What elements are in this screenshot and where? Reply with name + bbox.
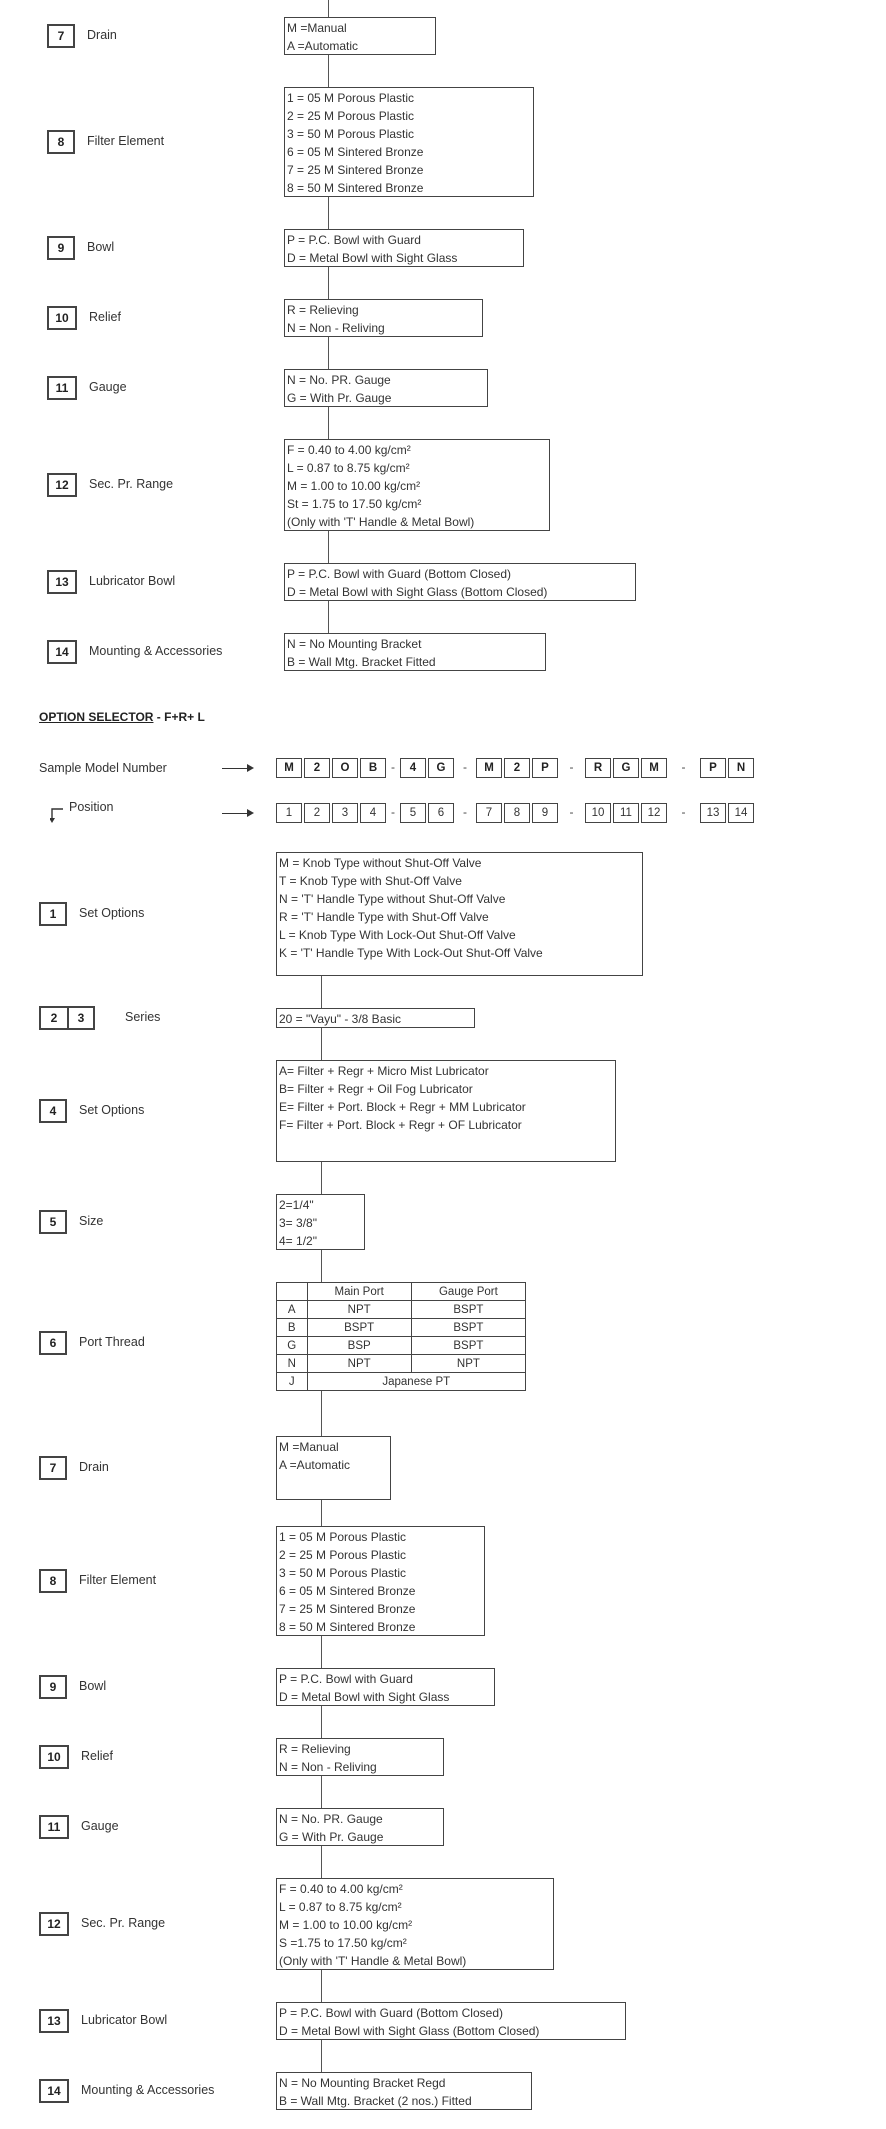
option-code-line: F = 0.40 to 4.00 kg/cm²: [279, 1882, 403, 1896]
table-row: [277, 1373, 526, 1391]
upper-position-number: 8: [47, 130, 75, 154]
lower-position-number: 2: [39, 1006, 67, 1030]
lower-position-number: 11: [39, 1815, 69, 1839]
option-code-line: L = 0.87 to 8.75 kg/cm²: [279, 1900, 402, 1914]
separator-dash: -: [463, 805, 467, 819]
upper-position-number: 13: [47, 570, 77, 594]
separator-dash: -: [681, 805, 686, 819]
lower-option-label: Gauge: [81, 1819, 119, 1833]
option-code-line: P = P.C. Bowl with Guard (Bottom Closed): [279, 2006, 503, 2020]
option-code-line: 2 = 25 M Porous Plastic: [279, 1548, 407, 1562]
upper-option-box: [284, 87, 534, 197]
sample-code-cell: 2: [504, 758, 530, 778]
right-arrow-icon: [222, 768, 252, 769]
table-cell: BSPT: [411, 1319, 525, 1337]
lower-option-box: [276, 852, 643, 976]
title-suffix: - F+R+ L: [153, 710, 205, 724]
option-code-line: (Only with 'T' Handle & Metal Bowl): [287, 515, 475, 529]
option-code-line: 4= 1/2": [279, 1234, 317, 1248]
lower-option-label: Mounting & Accessories: [81, 2083, 215, 2097]
position-cell: 8: [504, 803, 530, 823]
option-code-line: M = 1.00 to 10.00 kg/cm²: [287, 479, 421, 493]
lower-option-box: [276, 1878, 554, 1970]
table-header-cell: Main Port: [307, 1283, 411, 1301]
table-row: [277, 1337, 526, 1355]
lower-position-number: 14: [39, 2079, 69, 2103]
table-cell: G: [277, 1337, 308, 1355]
lower-option-label: Drain: [79, 1460, 109, 1474]
option-code-line: N = No. PR. Gauge: [279, 1812, 383, 1826]
upper-option-label: Filter Element: [87, 134, 165, 148]
table-cell: BSPT: [307, 1319, 411, 1337]
lower-option-box: [276, 2072, 532, 2110]
position-cell: 12: [641, 803, 667, 823]
option-code-line: L = 0.87 to 8.75 kg/cm²: [287, 461, 410, 475]
option-code-line: M =Manual: [287, 21, 347, 35]
option-code-line: A =Automatic: [287, 39, 359, 53]
right-arrow-icon: [222, 813, 252, 814]
table-cell: BSP: [307, 1337, 411, 1355]
lower-position-number: 8: [39, 1569, 67, 1593]
lower-option-label: Bowl: [79, 1679, 107, 1693]
option-code-line: 20 = "Vayu" - 3/8 Basic: [279, 1012, 402, 1026]
lower-option-box: [276, 2002, 626, 2040]
option-code-line: M =Manual: [279, 1440, 339, 1454]
table-header-cell: [277, 1283, 308, 1301]
table-cell: NPT: [411, 1355, 525, 1373]
lower-position-number: 3: [67, 1006, 95, 1030]
lower-position-number: 12: [39, 1912, 69, 1936]
option-code-line: K = 'T' Handle Type With Lock-Out Shut-Off Valve: [279, 946, 543, 960]
option-code-line: T = Knob Type with Shut-Off Valve: [279, 874, 462, 888]
upper-option-label: Gauge: [89, 380, 127, 394]
option-code-line: 7 = 25 M Sintered Bronze: [287, 163, 424, 177]
option-code-line: D = Metal Bowl with Sight Glass: [279, 1690, 450, 1704]
upper-option-label: Lubricator Bowl: [89, 574, 176, 588]
lower-option-label: Sec. Pr. Range: [81, 1916, 166, 1930]
table-cell: BSPT: [411, 1337, 525, 1355]
lower-position-number: 10: [39, 1745, 69, 1769]
lower-position-number: 4: [39, 1099, 67, 1123]
table-cell: NPT: [307, 1355, 411, 1373]
upper-option-label: Mounting & Accessories: [89, 644, 223, 658]
lower-option-box: [276, 1668, 495, 1706]
option-code-line: B= Filter + Regr + Oil Fog Lubricator: [279, 1082, 473, 1096]
option-code-line: 3 = 50 M Porous Plastic: [279, 1566, 407, 1580]
sample-code-cell: M: [641, 758, 667, 778]
lower-option-box: [276, 1008, 475, 1028]
sample-code-cell: G: [613, 758, 639, 778]
lower-option-label: Set Options: [79, 906, 145, 920]
upper-option-box: [284, 633, 546, 671]
table-row: [277, 1355, 526, 1373]
option-code-line: P = P.C. Bowl with Guard (Bottom Closed): [287, 567, 511, 581]
position-cell: 11: [613, 803, 639, 823]
option-code-line: D = Metal Bowl with Sight Glass: [287, 251, 458, 265]
sample-code-cell: O: [332, 758, 358, 778]
option-code-line: 1 = 05 M Porous Plastic: [287, 91, 415, 105]
lower-option-label: Set Options: [79, 1103, 145, 1117]
lower-option-box: [276, 1194, 365, 1250]
upper-option-label: Bowl: [87, 240, 115, 254]
option-code-line: N = No Mounting Bracket Regd: [279, 2076, 446, 2090]
option-code-line: R = Relieving: [287, 303, 359, 317]
lower-option-box: [276, 1808, 444, 1846]
sample-code-cell: N: [728, 758, 754, 778]
sample-code-cell: M: [476, 758, 502, 778]
upper-option-label: Sec. Pr. Range: [89, 477, 174, 491]
position-cell: 3: [332, 803, 358, 823]
option-code-line: G = With Pr. Gauge: [279, 1830, 384, 1844]
lower-option-box: [276, 1060, 616, 1162]
option-code-line: G = With Pr. Gauge: [287, 391, 392, 405]
table-cell: NPT: [307, 1301, 411, 1319]
position-label: Position: [69, 800, 114, 814]
sample-code-cell: B: [360, 758, 386, 778]
option-code-line: 6 = 05 M Sintered Bronze: [279, 1584, 416, 1598]
lower-option-label: Relief: [81, 1749, 113, 1763]
option-code-line: 8 = 50 M Sintered Bronze: [287, 181, 424, 195]
option-code-line: N = Non - Reliving: [287, 321, 385, 335]
sample-code-cell: G: [428, 758, 454, 778]
lower-option-box: [276, 1738, 444, 1776]
upper-position-number: 7: [47, 24, 75, 48]
option-code-line: St = 1.75 to 17.50 kg/cm²: [287, 497, 422, 511]
lower-position-number: 6: [39, 1331, 67, 1355]
lower-position-number: 5: [39, 1210, 67, 1234]
option-selector-title: [39, 710, 205, 724]
option-code-line: 2=1/4": [279, 1198, 314, 1212]
option-code-line: N = No. PR. Gauge: [287, 373, 391, 387]
upper-option-box: [284, 229, 524, 267]
table-cell: Japanese PT: [307, 1373, 525, 1391]
option-code-line: N = Non - Reliving: [279, 1760, 377, 1774]
lower-option-box: [276, 1436, 391, 1500]
lower-position-number: 1: [39, 902, 67, 926]
corner-arrow-icon: [50, 808, 64, 824]
separator-dash: -: [391, 760, 395, 774]
option-code-line: L = Knob Type With Lock-Out Shut-Off Valve: [279, 928, 516, 942]
option-code-line: B = Wall Mtg. Bracket (2 nos.) Fitted: [279, 2094, 472, 2108]
sample-code-cell: 2: [304, 758, 330, 778]
option-code-line: E= Filter + Port. Block + Regr + MM Lubricator: [279, 1100, 526, 1114]
upper-option-box: [284, 17, 436, 55]
option-code-line: R = 'T' Handle Type with Shut-Off Valve: [279, 910, 489, 924]
option-code-line: D = Metal Bowl with Sight Glass (Bottom Closed): [279, 2024, 540, 2038]
separator-dash: -: [391, 805, 395, 819]
option-code-line: N = No Mounting Bracket: [287, 637, 422, 651]
option-code-line: 7 = 25 M Sintered Bronze: [279, 1602, 416, 1616]
table-cell: J: [277, 1373, 308, 1391]
upper-option-label: Relief: [89, 310, 121, 324]
option-code-line: A =Automatic: [279, 1458, 351, 1472]
position-cell: 5: [400, 803, 426, 823]
option-code-line: A= Filter + Regr + Micro Mist Lubricator: [279, 1064, 489, 1078]
table-header-cell: Gauge Port: [411, 1283, 525, 1301]
sample-code-cell: 4: [400, 758, 426, 778]
position-cell: 10: [585, 803, 611, 823]
position-cell: 7: [476, 803, 502, 823]
sample-code-cell: M: [276, 758, 302, 778]
lower-option-box: [276, 1526, 485, 1636]
upper-option-box: [284, 369, 488, 407]
option-code-line: 2 = 25 M Porous Plastic: [287, 109, 415, 123]
lower-option-label: Port Thread: [79, 1335, 145, 1349]
option-code-line: M = Knob Type without Shut-Off Valve: [279, 856, 482, 870]
upper-position-number: 9: [47, 236, 75, 260]
upper-option-box: [284, 439, 550, 531]
option-code-line: 1 = 05 M Porous Plastic: [279, 1530, 407, 1544]
lower-position-number: 13: [39, 2009, 69, 2033]
table-row: [277, 1301, 526, 1319]
option-code-line: F = 0.40 to 4.00 kg/cm²: [287, 443, 411, 457]
option-code-line: (Only with 'T' Handle & Metal Bowl): [279, 1954, 467, 1968]
position-cell: 2: [304, 803, 330, 823]
option-code-line: N = 'T' Handle Type without Shut-Off Valve: [279, 892, 506, 906]
option-code-line: 3= 3/8": [279, 1216, 317, 1230]
upper-option-box: [284, 563, 636, 601]
option-code-line: F= Filter + Port. Block + Regr + OF Lubricator: [279, 1118, 522, 1132]
sample-code-cell: P: [700, 758, 726, 778]
upper-option-box: [284, 299, 483, 337]
lower-position-number: 7: [39, 1456, 67, 1480]
option-code-line: 6 = 05 M Sintered Bronze: [287, 145, 424, 159]
table-row: [277, 1319, 526, 1337]
option-code-line: P = P.C. Bowl with Guard: [287, 233, 421, 247]
upper-position-number: 10: [47, 306, 77, 330]
position-cell: 6: [428, 803, 454, 823]
option-code-line: S =1.75 to 17.50 kg/cm²: [279, 1936, 407, 1950]
upper-position-number: 12: [47, 473, 77, 497]
lower-option-label: Size: [79, 1214, 104, 1228]
separator-dash: -: [569, 760, 574, 774]
separator-dash: -: [463, 760, 467, 774]
option-code-line: 3 = 50 M Porous Plastic: [287, 127, 415, 141]
position-cell: 1: [276, 803, 302, 823]
sample-model-label: Sample Model Number: [39, 761, 167, 775]
option-code-line: B = Wall Mtg. Bracket Fitted: [287, 655, 436, 669]
upper-position-number: 14: [47, 640, 77, 664]
option-code-line: M = 1.00 to 10.00 kg/cm²: [279, 1918, 413, 1932]
lower-position-number: 9: [39, 1675, 67, 1699]
option-code-line: R = Relieving: [279, 1742, 351, 1756]
upper-position-number: 11: [47, 376, 77, 400]
table-cell: B: [277, 1319, 308, 1337]
table-cell: A: [277, 1301, 308, 1319]
table-cell: N: [277, 1355, 308, 1373]
option-code-line: P = P.C. Bowl with Guard: [279, 1672, 413, 1686]
separator-dash: -: [569, 805, 574, 819]
table-cell: BSPT: [411, 1301, 525, 1319]
position-cell: 9: [532, 803, 558, 823]
lower-option-label: Filter Element: [79, 1573, 157, 1587]
position-cell: 4: [360, 803, 386, 823]
lower-option-label: Series: [125, 1010, 161, 1024]
option-code-line: D = Metal Bowl with Sight Glass (Bottom Closed): [287, 585, 548, 599]
position-cell: 13: [700, 803, 726, 823]
title-main: OPTION SELECTOR: [39, 710, 154, 724]
upper-option-label: Drain: [87, 28, 117, 42]
sample-code-cell: R: [585, 758, 611, 778]
sample-code-cell: P: [532, 758, 558, 778]
port-thread-table: [276, 1282, 526, 1391]
option-code-line: 8 = 50 M Sintered Bronze: [279, 1620, 416, 1634]
position-cell: 14: [728, 803, 754, 823]
lower-option-label: Lubricator Bowl: [81, 2013, 168, 2027]
separator-dash: -: [681, 760, 686, 774]
